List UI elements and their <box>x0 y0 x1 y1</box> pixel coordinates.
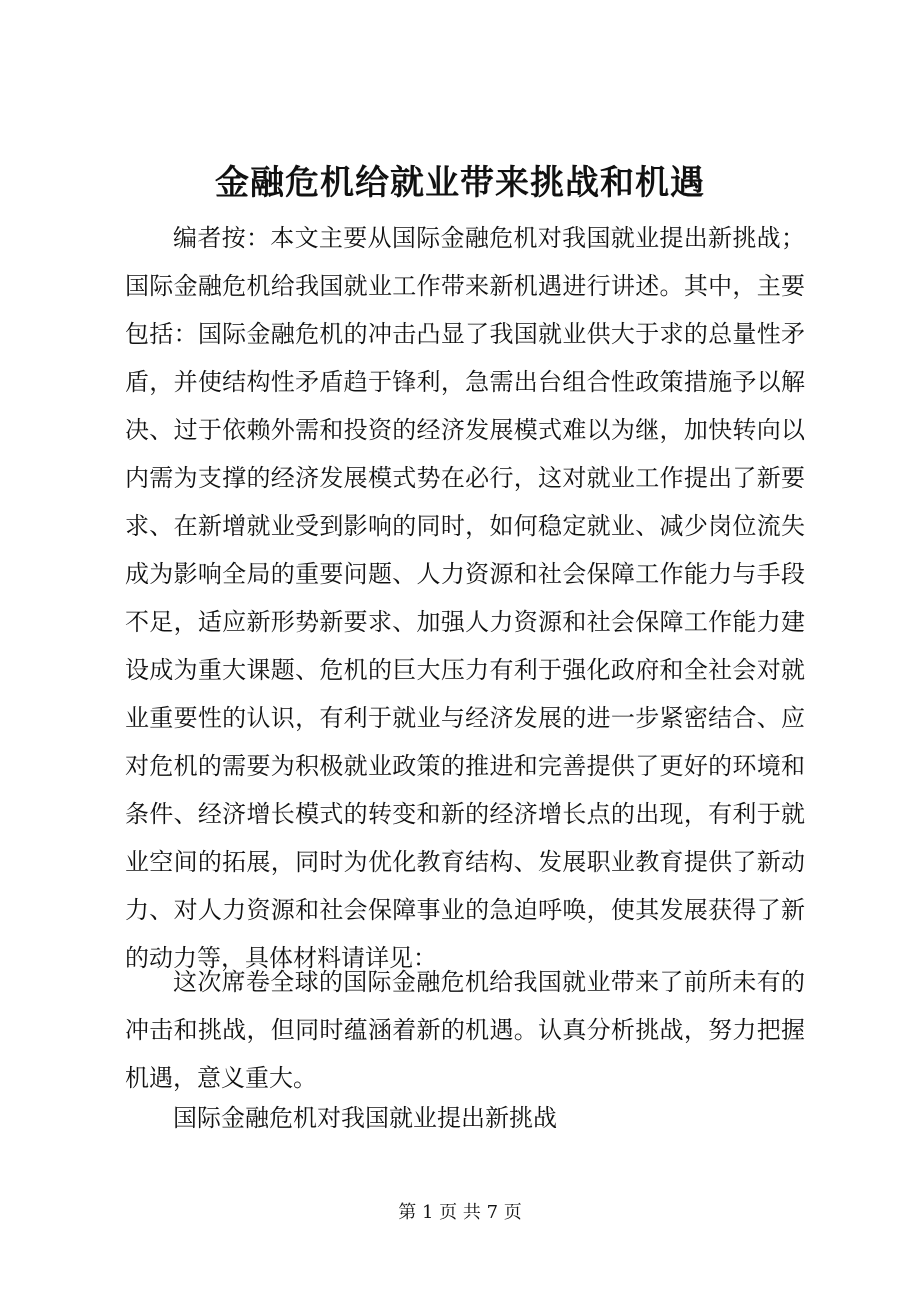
section-heading <box>125 1094 805 1142</box>
page-number-label: 第 1 页 共 7 页 <box>398 1202 522 1223</box>
editor-note-paragraph <box>125 214 805 982</box>
paragraph-text: 国际金融危机对我国就业提出新挑战 <box>173 1104 557 1132</box>
paragraph-text: 这次席卷全球的国际金融危机给我国就业带来了前所未有的冲击和挑战，但同时蕴涵着新的机遇。认真分析挑战，努力把握机遇，意义重大。 <box>125 968 805 1092</box>
paragraph-text: 编者按：本文主要从国际金融危机对我国就业提出新挑战；国际金融危机给我国就业工作带来新机遇进行讲述。其中，主要包括：国际金融危机的冲击凸显了我国就业供大于求的总量性矛盾，并使结构性矛盾趋于锋利，急需出台组合性政策措施予以解决、过于依赖外需和投资的经济发展模式难以为继，加快转向以内需为支撑的经济发展模式势在必行，这对就业工作提出了新要求、在新增就业受到影响的同时，如何稳定就业、减少岗位流失成为影响全局的重要问题、人力资源和社会保障工作能力与手段不足，适应新形势新要求、加强人力资源和社会保障工作能力建设成为重大课题、危机的巨大压力有利于强化政府和全社会对就业重要性的认识，有利于就业与经济发展的进一步紧密结合、应对危机的需要为积极就业政策的推进和完善提供了更好的环境和条件、经济增长模式的转变和新的经济增长点的出现，有利于就业空间的拓展，同时为优化教育结构、发展职业教育提供了新动力、对人力资源和社会保障事业的急迫呼唤，使其发展获得了新的动力等，具体材料请详见： <box>125 224 805 972</box>
document-title: 金融危机给就业带来挑战和机遇 <box>215 163 705 203</box>
intro-paragraph <box>125 958 805 1102</box>
page-footer <box>0 1200 920 1226</box>
